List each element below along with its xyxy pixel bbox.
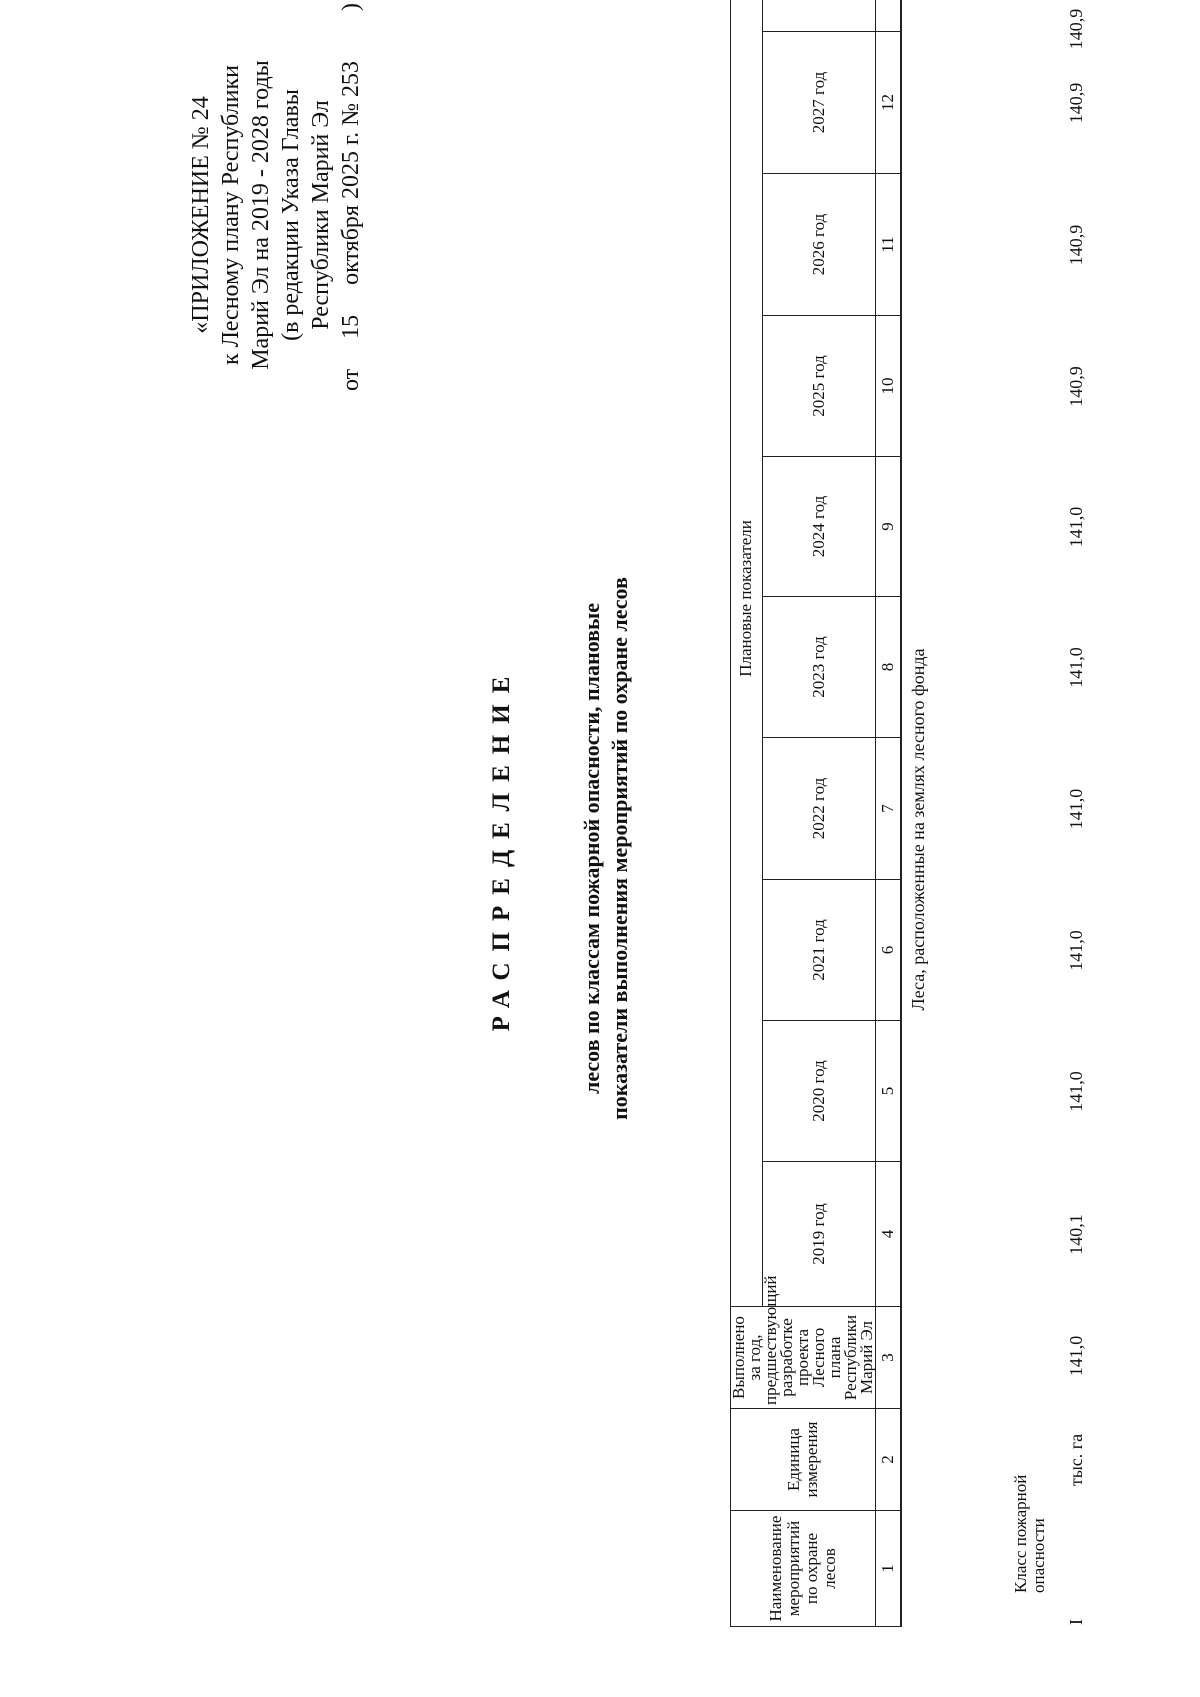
header-year: 2027 год [762, 32, 875, 174]
header-executed: Выполнено за год, предшествующий разработке проекта Лесного плана Республики Марий Эл [731, 1307, 876, 1409]
unit-value: тыс. га [1066, 1433, 1086, 1487]
row-header-label: Класс пожарной опасности [1011, 1474, 1048, 1593]
executed-value: 141,0 [1066, 1335, 1086, 1377]
header-measure-name: Наименование мероприятий по охране лесов [731, 1511, 876, 1627]
header-year [762, 0, 875, 32]
plan-table-wrapper [730, 32, 902, 1627]
appendix-date-line [336, 2, 366, 395]
header-year: 2026 год [762, 174, 875, 316]
appendix-header [186, 2, 366, 395]
subtitle-line: показатели выполнения мероприятий по охране лесов [607, 577, 632, 1120]
column-number: 7 [876, 738, 902, 880]
plan-table [730, 0, 902, 1627]
column-number: 12 [876, 32, 902, 174]
header-unit: Единица измерения [731, 1409, 876, 1511]
date-day: 15 [338, 314, 364, 339]
header-planned: Плановые показатели [731, 0, 763, 1307]
header-year: 2021 год [762, 880, 875, 1021]
column-number: 2 [876, 1409, 902, 1511]
appendix-line: к Лесному плану Республики [218, 65, 244, 365]
year-value: 141,0 [1066, 506, 1086, 548]
column-number: 4 [876, 1162, 902, 1307]
subtitle-line: лесов по классам пожарной опасности, плановые [579, 603, 604, 1094]
decree-number: 253 [338, 60, 364, 97]
column-number: 1 [876, 1511, 902, 1627]
column-number: 8 [876, 597, 902, 738]
column-number [876, 0, 902, 32]
column-number: 9 [876, 457, 902, 597]
document-title: РАСПРЕДЕЛЕНИЕ [488, 665, 515, 1032]
header-year: 2020 год [762, 1021, 875, 1162]
header-year: 2022 год [762, 738, 875, 880]
year-value: 141,0 [1066, 647, 1086, 688]
document-subtitle [578, 0, 634, 1697]
year-value: 141,0 [1066, 788, 1086, 830]
closing-paren: ) [338, 2, 364, 11]
date-prefix: от [338, 368, 364, 391]
year-value: 140,9 [1066, 224, 1086, 266]
column-number: 3 [876, 1307, 902, 1409]
fire-class-value: I [1066, 1619, 1086, 1625]
header-year: 2019 год [762, 1162, 875, 1307]
header-year: 2024 год [762, 457, 875, 597]
year-value: 140,9 [1066, 8, 1086, 50]
year-value: 140,9 [1066, 366, 1086, 407]
year-value: 140,1 [1066, 1214, 1086, 1255]
header-year: 2025 год [762, 316, 875, 457]
appendix-line: Марий Эл на 2019 - 2028 годы [248, 60, 274, 370]
year-value: 141,0 [1066, 930, 1086, 971]
date-month-year: октября 2025 г. [338, 131, 364, 285]
column-number: 5 [876, 1021, 902, 1162]
header-year: 2023 год [762, 597, 875, 738]
section-label: Леса, расположенные на землях лесного фонда [908, 648, 928, 1011]
appendix-line: Республики Марий Эл [308, 100, 334, 330]
appendix-line: (в редакции Указа Главы [278, 89, 304, 341]
number-prefix: № [338, 102, 364, 126]
column-number: 11 [876, 174, 902, 316]
column-number: 10 [876, 316, 902, 457]
column-number: 6 [876, 880, 902, 1021]
year-value: 140,9 [1066, 82, 1086, 124]
appendix-line: «ПРИЛОЖЕНИЕ № 24 [188, 96, 214, 334]
year-value: 141,0 [1066, 1071, 1086, 1112]
